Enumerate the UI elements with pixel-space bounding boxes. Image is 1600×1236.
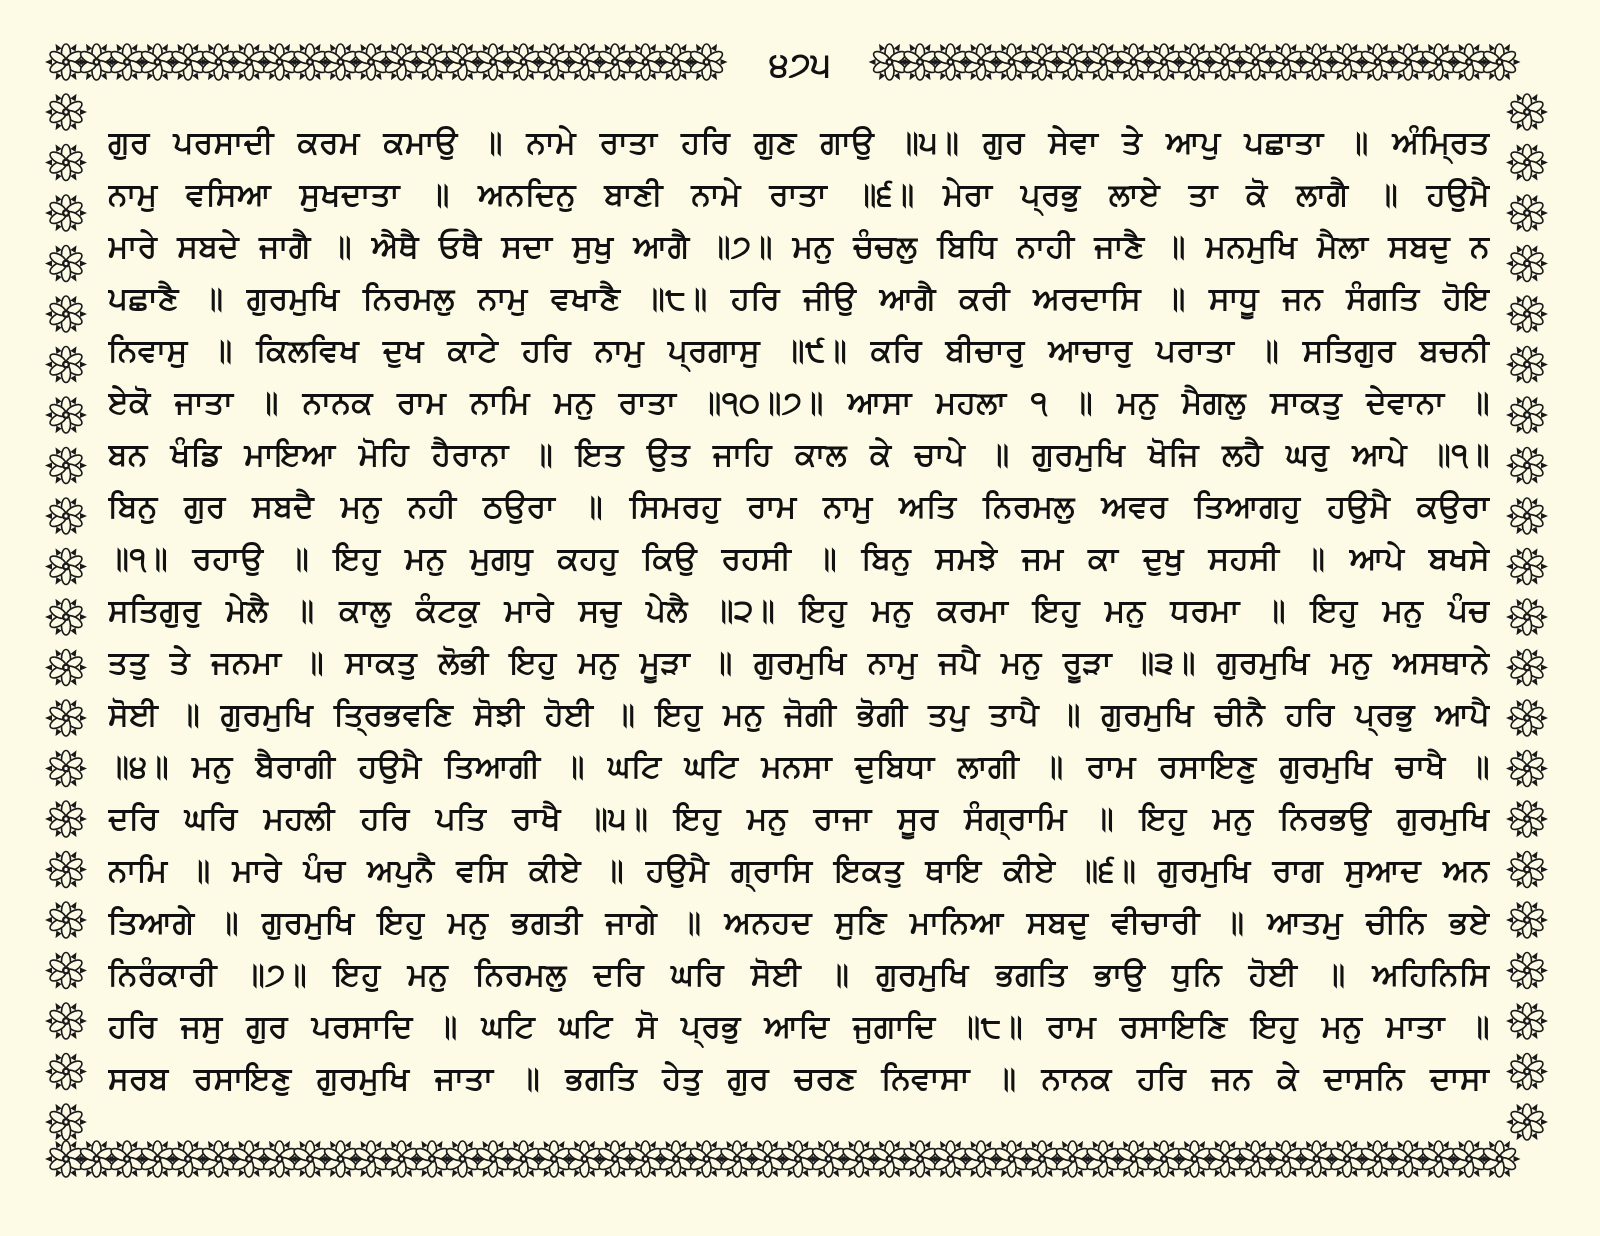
flower-ornament-icon xyxy=(564,42,606,81)
flower-ornament-icon xyxy=(1506,294,1548,333)
flower-ornament-icon xyxy=(1357,42,1399,81)
flower-ornament-icon xyxy=(1506,951,1548,990)
text-line: ਨਿਰੰਕਾਰੀ ॥੭॥ ਇਹੁ ਮਨੁ ਨਿਰਮਲੁ ਦਰਿ ਘਰਿ ਸੋਈ ॥ ਗੁਰਮੁਖਿ ਭਗਤਿ ਭਾਉ ਧੁਨਿ ਹੋਈ ॥ ਅਹਿਨਿਸਿ xyxy=(108,957,1490,993)
flower-ornament-icon xyxy=(45,345,87,384)
text-line: ਸੋਈ ॥ ਗੁਰਮੁਖਿ ਤ੍ਰਿਭਵਣਿ ਸੋਝੀ ਹੋਈ ॥ ਇਹੁ ਮਨੁ ਜੋਗੀ ਭੋਗੀ ਤਪੁ ਤਾਪੈ ॥ ਗੁਰਮੁਖਿ ਚੀਨੈ ਹਰਿ ਪ੍ਰਭੁ ਆਪੈ xyxy=(108,697,1490,733)
flower-ornament-icon xyxy=(1418,1139,1460,1178)
flower-ornament-icon xyxy=(686,1139,728,1178)
flower-ornament-icon xyxy=(289,1139,331,1178)
flower-ornament-icon xyxy=(45,850,87,889)
flower-ornament-icon xyxy=(1506,193,1548,232)
flower-ornament-icon xyxy=(228,1139,270,1178)
flower-ornament-icon xyxy=(76,1139,118,1178)
flower-ornament-icon xyxy=(472,1139,514,1178)
flower-ornament-icon xyxy=(167,42,209,81)
flower-ornament-icon xyxy=(45,244,87,283)
flower-ornament-icon xyxy=(1506,648,1548,687)
flower-ornament-icon xyxy=(533,1139,575,1178)
text-line: ਗੁਰ ਪਰਸਾਦੀ ਕਰਮ ਕਮਾਉ ॥ ਨਾਮੇ ਰਾਤਾ ਹਰਿ ਗੁਣ ਗਾਉ ॥੫॥ ਗੁਰ ਸੇਵਾ ਤੇ ਆਪੁ ਪਛਾਤਾ ॥ ਅੰਮ੍ਰਿਤ xyxy=(108,125,1490,161)
flower-ornament-icon xyxy=(1357,1139,1399,1178)
flower-ornament-icon xyxy=(45,900,87,939)
flower-ornament-icon xyxy=(1235,1139,1277,1178)
flower-ornament-icon xyxy=(45,1052,87,1091)
flower-ornament-icon xyxy=(45,749,87,788)
flower-ornament-icon xyxy=(45,92,87,131)
flower-ornament-icon xyxy=(777,1139,819,1178)
flower-ornament-icon xyxy=(503,42,545,81)
flower-ornament-icon xyxy=(198,42,240,81)
flower-ornament-icon xyxy=(869,42,911,81)
flower-ornament-icon xyxy=(45,446,87,485)
text-line: ਨਿਵਾਸੁ ॥ ਕਿਲਵਿਖ ਦੁਖ ਕਾਟੇ ਹਰਿ ਨਾਮੁ ਪ੍ਰਗਾਸੁ ॥੯॥ ਕਰਿ ਬੀਚਾਰੁ ਆਚਾਰੁ ਪਰਾਤਾ ॥ ਸਤਿਗੁਰ ਬਚਨੀ xyxy=(108,333,1490,369)
flower-ornament-icon xyxy=(594,42,636,81)
flower-ornament-icon xyxy=(137,42,179,81)
flower-ornament-icon xyxy=(991,1139,1033,1178)
flower-ornament-icon xyxy=(1506,799,1548,838)
flower-ornament-icon xyxy=(45,648,87,687)
flower-ornament-icon xyxy=(960,1139,1002,1178)
flower-ornament-icon xyxy=(1326,1139,1368,1178)
flower-ornament-icon xyxy=(289,42,331,81)
flower-ornament-icon xyxy=(411,42,453,81)
flower-ornament-icon xyxy=(442,1139,484,1178)
flower-ornament-icon xyxy=(1143,1139,1185,1178)
flower-ornament-icon xyxy=(1506,850,1548,889)
flower-ornament-icon xyxy=(228,42,270,81)
flower-ornament-icon xyxy=(45,143,87,182)
flower-ornament-icon xyxy=(655,42,697,81)
flower-ornament-icon xyxy=(1506,597,1548,636)
flower-ornament-icon xyxy=(1506,1052,1548,1091)
flower-ornament-icon xyxy=(1506,900,1548,939)
flower-ornament-icon xyxy=(930,1139,972,1178)
text-line: ਹਰਿ ਜਸੁ ਗੁਰ ਪਰਸਾਦਿ ॥ ਘਟਿ ਘਟਿ ਸੋ ਪ੍ਰਭੁ ਆਦਿ ਜੁਗਾਦਿ ॥੮॥ ਰਾਮ ਰਸਾਇਣਿ ਇਹੁ ਮਨੁ ਮਾਤਾ ॥ xyxy=(108,1009,1490,1045)
flower-ornament-icon xyxy=(1506,446,1548,485)
flower-ornament-icon xyxy=(1296,42,1338,81)
flower-ornament-icon xyxy=(381,1139,423,1178)
flower-ornament-icon xyxy=(1174,1139,1216,1178)
flower-ornament-icon xyxy=(45,547,87,586)
flower-ornament-icon xyxy=(45,193,87,232)
text-line: ਬਨ ਖੰਡਿ ਮਾਇਆ ਮੋਹਿ ਹੈਰਾਨਾ ॥ ਇਤ ਉਤ ਜਾਹਿ ਕਾਲ ਕੇ ਚਾਪੇ ॥ ਗੁਰਮੁਖਿ ਖੋਜਿ ਲਹੈ ਘਰੁ ਆਪੇ ॥੧॥ xyxy=(108,437,1490,473)
flower-ornament-icon xyxy=(686,42,728,81)
flower-ornament-icon xyxy=(259,1139,301,1178)
flower-ornament-icon xyxy=(198,1139,240,1178)
flower-ornament-icon xyxy=(1204,42,1246,81)
flower-ornament-icon xyxy=(1479,42,1521,81)
flower-ornament-icon xyxy=(381,42,423,81)
flower-ornament-icon xyxy=(45,496,87,535)
flower-ornament-icon xyxy=(564,1139,606,1178)
flower-ornament-icon xyxy=(1418,42,1460,81)
flower-ornament-icon xyxy=(1448,42,1490,81)
flower-ornament-icon xyxy=(1506,143,1548,182)
flower-ornament-icon xyxy=(1204,1139,1246,1178)
flower-ornament-icon xyxy=(45,42,87,81)
flower-ornament-icon xyxy=(1506,1001,1548,1040)
flower-ornament-icon xyxy=(320,1139,362,1178)
flower-ornament-icon xyxy=(533,42,575,81)
flower-ornament-icon xyxy=(625,1139,667,1178)
flower-ornament-icon xyxy=(960,42,1002,81)
flower-ornament-icon xyxy=(1506,547,1548,586)
flower-ornament-icon xyxy=(411,1139,453,1178)
flower-ornament-icon xyxy=(320,42,362,81)
flower-ornament-icon xyxy=(442,42,484,81)
flower-ornament-icon xyxy=(1506,749,1548,788)
flower-ornament-icon xyxy=(1506,92,1548,131)
text-line: ਸਰਬ ਰਸਾਇਣੁ ਗੁਰਮੁਖਿ ਜਾਤਾ ॥ ਭਗਤਿ ਹੇਤੁ ਗੁਰ ਚਰਣ ਨਿਵਾਸਾ ॥ ਨਾਨਕ ਹਰਿ ਜਨ ਕੇ ਦਾਸਨਿ ਦਾਸਾ xyxy=(108,1061,1490,1097)
text-line: ਬਿਨੁ ਗੁਰ ਸਬਦੈ ਮਨੁ ਨਹੀ ਠਉਰਾ ॥ ਸਿਮਰਹੁ ਰਾਮ ਨਾਮੁ ਅਤਿ ਨਿਰਮਲੁ ਅਵਰ ਤਿਆਗਹੁ ਹਉਮੈ ਕਉਰਾ xyxy=(108,489,1490,525)
flower-ornament-icon xyxy=(655,1139,697,1178)
flower-ornament-icon xyxy=(1021,1139,1063,1178)
flower-ornament-icon xyxy=(45,597,87,636)
flower-ornament-icon xyxy=(1082,1139,1124,1178)
flower-ornament-icon xyxy=(1326,42,1368,81)
flower-ornament-icon xyxy=(1506,395,1548,434)
flower-ornament-icon xyxy=(1448,1139,1490,1178)
flower-ornament-icon xyxy=(625,42,667,81)
text-line: ਦਰਿ ਘਰਿ ਮਹਲੀ ਹਰਿ ਪਤਿ ਰਾਖੈ ॥੫॥ ਇਹੁ ਮਨੁ ਰਾਜਾ ਸੂਰ ਸੰਗ੍ਰਾਮਿ ॥ ਇਹੁ ਮਨੁ ਨਿਰਭਉ ਗੁਰਮੁਖਿ xyxy=(108,801,1490,837)
flower-ornament-icon xyxy=(1265,42,1307,81)
flower-ornament-icon xyxy=(259,42,301,81)
flower-ornament-icon xyxy=(45,395,87,434)
flower-ornament-icon xyxy=(594,1139,636,1178)
flower-ornament-icon xyxy=(350,1139,392,1178)
flower-ornament-icon xyxy=(1387,42,1429,81)
flower-ornament-icon xyxy=(76,42,118,81)
flower-ornament-icon xyxy=(45,1102,87,1141)
flower-ornament-icon xyxy=(1506,496,1548,535)
text-line: ਪਛਾਣੈ ॥ ਗੁਰਮੁਖਿ ਨਿਰਮਲੁ ਨਾਮੁ ਵਖਾਣੈ ॥੮॥ ਹਰਿ ਜੀਉ ਆਗੈ ਕਰੀ ਅਰਦਾਸਿ ॥ ਸਾਧੂ ਜਨ ਸੰਗਤਿ ਹੋਇ xyxy=(108,281,1490,317)
text-line: ਨਾਮਿ ॥ ਮਾਰੇ ਪੰਚ ਅਪੁਨੈ ਵਸਿ ਕੀਏ ॥ ਹਉਮੈ ਗ੍ਰਾਸਿ ਇਕਤੁ ਥਾਇ ਕੀਏ ॥੬॥ ਗੁਰਮੁਖਿ ਰਾਗ ਸੁਆਦ ਅਨ xyxy=(108,853,1490,889)
flower-ornament-icon xyxy=(503,1139,545,1178)
flower-ornament-icon xyxy=(899,1139,941,1178)
flower-ornament-icon xyxy=(137,1139,179,1178)
flower-ornament-icon xyxy=(1506,1102,1548,1141)
flower-ornament-icon xyxy=(350,42,392,81)
flower-ornament-icon xyxy=(45,951,87,990)
flower-ornament-icon xyxy=(1082,42,1124,81)
scripture-text xyxy=(108,117,1490,1105)
flower-ornament-icon xyxy=(1265,1139,1307,1178)
flower-ornament-icon xyxy=(1021,42,1063,81)
flower-ornament-icon xyxy=(1052,42,1094,81)
flower-ornament-icon xyxy=(106,42,148,81)
flower-ornament-icon xyxy=(1235,42,1277,81)
text-line: ਏਕੋ ਜਾਤਾ ॥ ਨਾਨਕ ਰਾਮ ਨਾਮਿ ਮਨੁ ਰਾਤਾ ॥੧੦॥੭॥ ਆਸਾ ਮਹਲਾ ੧ ॥ ਮਨੁ ਮੈਗਲੁ ਸਾਕਤੁ ਦੇਵਾਨਾ ॥ xyxy=(108,385,1490,421)
flower-ornament-icon xyxy=(991,42,1033,81)
flower-ornament-icon xyxy=(106,1139,148,1178)
flower-ornament-icon xyxy=(716,1139,758,1178)
text-line: ਨਾਮੁ ਵਸਿਆ ਸੁਖਦਾਤਾ ॥ ਅਨਦਿਨੁ ਬਾਣੀ ਨਾਮੇ ਰਾਤਾ ॥੬॥ ਮੇਰਾ ਪ੍ਰਭੁ ਲਾਏ ਤਾ ਕੋ ਲਾਗੈ ॥ ਹਉਮੈ xyxy=(108,177,1490,213)
flower-ornament-icon xyxy=(1113,1139,1155,1178)
flower-ornament-icon xyxy=(1506,345,1548,384)
flower-ornament-icon xyxy=(747,1139,789,1178)
flower-ornament-icon xyxy=(1506,698,1548,737)
flower-ornament-icon xyxy=(1052,1139,1094,1178)
flower-ornament-icon xyxy=(869,1139,911,1178)
flower-ornament-icon xyxy=(1174,42,1216,81)
page-number: ੪੭੫ xyxy=(740,40,860,90)
flower-ornament-icon xyxy=(808,1139,850,1178)
text-line: ਤਿਆਗੇ ॥ ਗੁਰਮੁਖਿ ਇਹੁ ਮਨੁ ਭਗਤੀ ਜਾਗੇ ॥ ਅਨਹਦ ਸੁਣਿ ਮਾਨਿਆ ਸਬਦੁ ਵੀਚਾਰੀ ॥ ਆਤਮੁ ਚੀਨਿ ਭਏ xyxy=(108,905,1490,941)
flower-ornament-icon xyxy=(472,42,514,81)
text-line: ॥੧॥ ਰਹਾਉ ॥ ਇਹੁ ਮਨੁ ਮੁਗਧੁ ਕਹਹੁ ਕਿਉ ਰਹਸੀ ॥ ਬਿਨੁ ਸਮਝੇ ਜਮ ਕਾ ਦੁਖੁ ਸਹਸੀ ॥ ਆਪੇ ਬਖਸੇ xyxy=(108,541,1490,577)
flower-ornament-icon xyxy=(1479,1139,1521,1178)
flower-ornament-icon xyxy=(1113,42,1155,81)
flower-ornament-icon xyxy=(838,1139,880,1178)
flower-ornament-icon xyxy=(45,698,87,737)
text-line: ਮਾਰੇ ਸਬਦੇ ਜਾਗੈ ॥ ਐਥੈ ਓਥੈ ਸਦਾ ਸੁਖੁ ਆਗੈ ॥੭॥ ਮਨੁ ਚੰਚਲੁ ਬਿਧਿ ਨਾਹੀ ਜਾਣੈ ॥ ਮਨਮੁਖਿ ਮੈਲਾ ਸਬਦੁ ਨ xyxy=(108,229,1490,265)
flower-ornament-icon xyxy=(167,1139,209,1178)
flower-ornament-icon xyxy=(1387,1139,1429,1178)
flower-ornament-icon xyxy=(899,42,941,81)
flower-ornament-icon xyxy=(45,294,87,333)
text-line: ਸਤਿਗੁਰੁ ਮੇਲੈ ॥ ਕਾਲੁ ਕੰਟਕੁ ਮਾਰੇ ਸਚੁ ਪੇਲੈ ॥੨॥ ਇਹੁ ਮਨੁ ਕਰਮਾ ਇਹੁ ਮਨੁ ਧਰਮਾ ॥ ਇਹੁ ਮਨੁ ਪੰਚ xyxy=(108,593,1490,629)
flower-ornament-icon xyxy=(1506,244,1548,283)
flower-ornament-icon xyxy=(1296,1139,1338,1178)
flower-ornament-icon xyxy=(930,42,972,81)
flower-ornament-icon xyxy=(1143,42,1185,81)
flower-ornament-icon xyxy=(45,1001,87,1040)
text-line: ॥੪॥ ਮਨੁ ਬੈਰਾਗੀ ਹਉਮੈ ਤਿਆਗੀ ॥ ਘਟਿ ਘਟਿ ਮਨਸਾ ਦੁਬਿਧਾ ਲਾਗੀ ॥ ਰਾਮ ਰਸਾਇਣੁ ਗੁਰਮੁਖਿ ਚਾਖੈ ॥ xyxy=(108,749,1490,785)
flower-ornament-icon xyxy=(45,799,87,838)
flower-ornament-icon xyxy=(45,1139,87,1178)
text-line: ਤਤੁ ਤੇ ਜਨਮਾ ॥ ਸਾਕਤੁ ਲੋਭੀ ਇਹੁ ਮਨੁ ਮੂੜਾ ॥ ਗੁਰਮੁਖਿ ਨਾਮੁ ਜਪੈ ਮਨੁ ਰੂੜਾ ॥੩॥ ਗੁਰਮੁਖਿ ਮਨੁ ਅਸਥਾਨੇ xyxy=(108,645,1490,681)
